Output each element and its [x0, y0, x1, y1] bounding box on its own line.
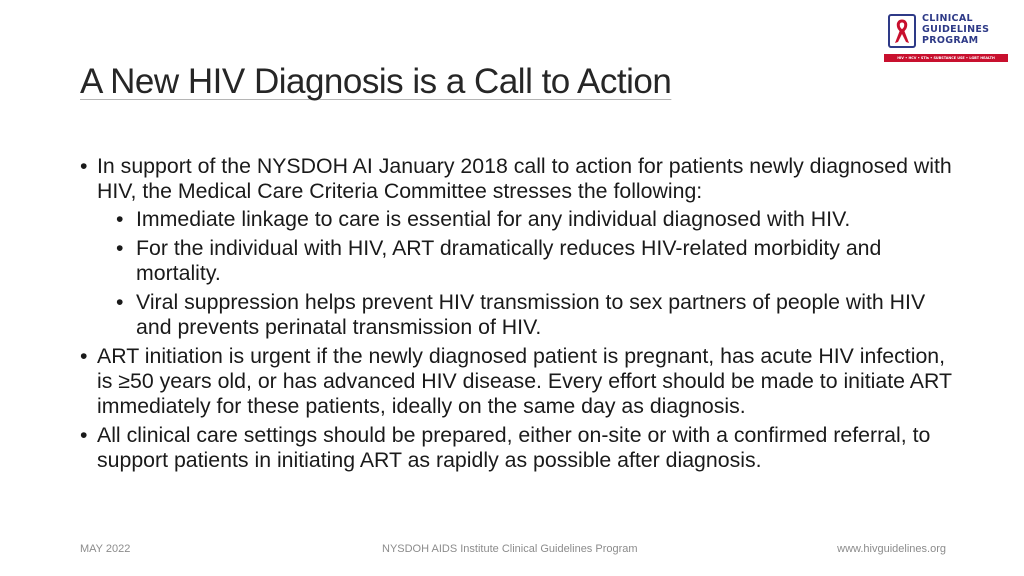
logo-line-1: CLINICAL [922, 13, 973, 24]
sub-bullet-item: • Viral suppression helps prevent HIV transmission to sex partners of people with HIV and prevents perinatal transmission of HIV. [97, 290, 960, 340]
bullet-text: In support of the NYSDOH AI January 2018 call to action for patients newly diagnosed with HIV, the Medical Care Criteria Committee stresses the following: [97, 154, 952, 203]
bullet-text: ART initiation is urgent if the newly diagnosed patient is pregnant, has acute HIV infection, is ≥50 years old, or has advanced HIV disease. Every effort should be made to initiate ART immediately for these patients, ideally on the same day as diagnosis. [97, 344, 952, 418]
sub-bullet-list [97, 207, 960, 340]
bullet-item [80, 423, 960, 473]
bullet-text: All clinical care settings should be prepared, either on-site or with a confirmed referral, to support patients in initiating ART as rapidly as possible after diagnosis. [97, 423, 931, 472]
logo-line-3: PROGRAM [922, 35, 979, 46]
logo-line-2: GUIDELINES [922, 24, 990, 35]
logo-tagline: HIV • HCV • STIs • SUBSTANCE USE • LGBT HEALTH [884, 54, 1008, 62]
logo-badge [888, 14, 916, 48]
sub-bullet-item: • Immediate linkage to care is essential for any individual diagnosed with HIV. [97, 207, 960, 232]
logo-wordmark [922, 13, 989, 46]
bullet-item [80, 154, 960, 340]
awareness-ribbon-icon [894, 19, 910, 45]
sub-bullet-item: • For the individual with HIV, ART dramatically reduces HIV-related morbidity and mortality. [97, 236, 960, 286]
footer-date: MAY 2022 [80, 543, 131, 555]
page-title: A New HIV Diagnosis is a Call to Action [80, 62, 672, 101]
footer-url: www.hivguidelines.org [837, 543, 946, 555]
footer-program: NYSDOH AIDS Institute Clinical Guidelines Program [382, 543, 638, 555]
clinical-guidelines-logo [884, 12, 1008, 62]
bullet-list [80, 154, 960, 477]
bullet-item [80, 344, 960, 419]
